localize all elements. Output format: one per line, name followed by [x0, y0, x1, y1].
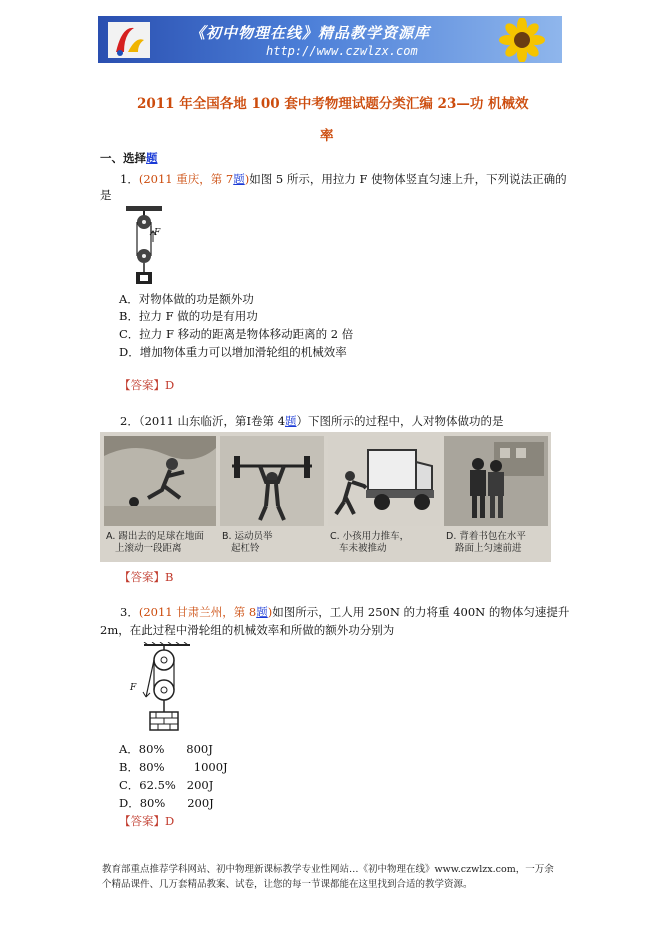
q3-text: 如图所示，工人用 250N 的力将重 400N 的物体匀速提升 — [272, 605, 570, 619]
q2-photo-b — [220, 436, 324, 558]
q1-figure-label: F — [154, 228, 161, 238]
q3-option-d: D．80% 200J — [119, 796, 214, 810]
q2-caption-d: D. 背着书包在水平 路面上匀速前进 — [446, 531, 526, 554]
q3-answer — [119, 813, 174, 829]
q2-caption-a: A. 踢出去的足球在地面 上滚动一段距离 — [106, 531, 204, 554]
footer-line-1: 教育部重点推荐学科网站、初中物理新课标教学专业性网站…《初中物理在线》www.czwlzx.com，一万余 — [102, 864, 554, 875]
q2-photo-a — [104, 436, 216, 558]
q2-answer — [119, 569, 173, 585]
q3-answer-label: 【答案】 — [119, 814, 165, 828]
section-heading-prefix: 一、选择 — [100, 151, 146, 165]
q3-option-b: B．80% 1000J — [119, 760, 228, 774]
q3-source: (2011 甘肃兰州，第 8 — [138, 605, 257, 619]
q3-number: 3． — [120, 605, 139, 619]
q2-source-link[interactable]: 题 — [285, 414, 297, 428]
q3-source-link[interactable]: 题 — [256, 605, 268, 619]
q2-caption-b: B. 运动员举 起杠铃 — [222, 531, 273, 554]
q1-option-c: C．拉力 F 移动的距离是物体移动距离的 2 倍 — [119, 327, 354, 341]
q3-pulley-figure — [134, 642, 194, 734]
q3-stem — [120, 604, 569, 620]
q1-answer-label: 【答案】 — [119, 378, 165, 392]
q2-answer-label: 【答案】 — [119, 570, 165, 584]
banner-title: 《初中物理在线》精品教学资源库 — [190, 24, 431, 42]
footer-line-2: 个精品课件、几万套精品教案、试卷，让您的每一节课都能在这里找到合适的教学资源。 — [102, 879, 473, 890]
q2-photo-c — [328, 436, 440, 558]
q3-figure-label: F — [130, 683, 137, 693]
q1-option-b: B．拉力 F 做的功是有用功 — [119, 309, 258, 323]
q2-stem — [120, 413, 504, 429]
q2-photo-strip — [100, 432, 551, 562]
q3-source-close: ) — [267, 605, 273, 619]
q2-answer-value: B — [165, 570, 174, 584]
q1-answer-value: D — [165, 378, 175, 392]
q1-source-link[interactable]: 题 — [233, 172, 245, 186]
q1-pulley-figure — [124, 204, 164, 290]
q1-option-a: A．对物体做的功是额外功 — [119, 292, 254, 306]
sunflower-icon — [492, 18, 552, 62]
q2-photo-d — [444, 436, 548, 558]
q3-option-c: C．62.5% 200J — [119, 778, 214, 792]
q2-text: ）下图所示的过程中，人对物体做功的是 — [296, 414, 504, 428]
q1-number: 1． — [120, 172, 139, 186]
q1-option-d: D．增加物体重力可以增加滑轮组的机械效率 — [119, 345, 347, 359]
q1-stem — [120, 171, 567, 187]
banner-url[interactable]: http://www.czwlzx.com — [266, 44, 418, 58]
q1-source-close: ) — [244, 172, 250, 186]
section-heading — [100, 150, 158, 166]
q1-source: (2011 重庆，第 7 — [138, 172, 234, 186]
site-logo-icon — [108, 22, 150, 58]
site-banner — [98, 16, 562, 63]
q2-number: 2． — [120, 414, 139, 428]
soccer-player-icon — [104, 436, 216, 526]
q1-text: 如图 5 所示，用拉力 F 使物体竖直匀速上升，下列说法正确的 — [249, 172, 567, 186]
section-heading-link[interactable]: 题 — [146, 151, 158, 165]
students-walking-icon — [444, 436, 548, 526]
page-title-line1: 2011 年全国各地 100 套中考物理试题分类汇编 23—功 机械效 — [137, 96, 529, 112]
q3-answer-value: D — [165, 814, 175, 828]
page-title-line2: 率 — [320, 128, 334, 144]
q2-caption-c: C. 小孩用力推车， 车未被推动 — [330, 531, 410, 554]
q2-source: （2011 山东临沂，第Ⅰ卷第 4 — [138, 414, 286, 428]
truck-push-icon — [328, 436, 440, 526]
weightlifter-icon — [220, 436, 324, 526]
q3-option-a: A．80% 800J — [119, 742, 213, 756]
q1-answer — [119, 377, 174, 393]
page-footer — [102, 862, 580, 892]
q3-stem-cont: 2m，在此过程中滑轮组的机械效率和所做的额外功分别为 — [100, 623, 395, 637]
q1-stem-cont: 是 — [100, 188, 112, 202]
